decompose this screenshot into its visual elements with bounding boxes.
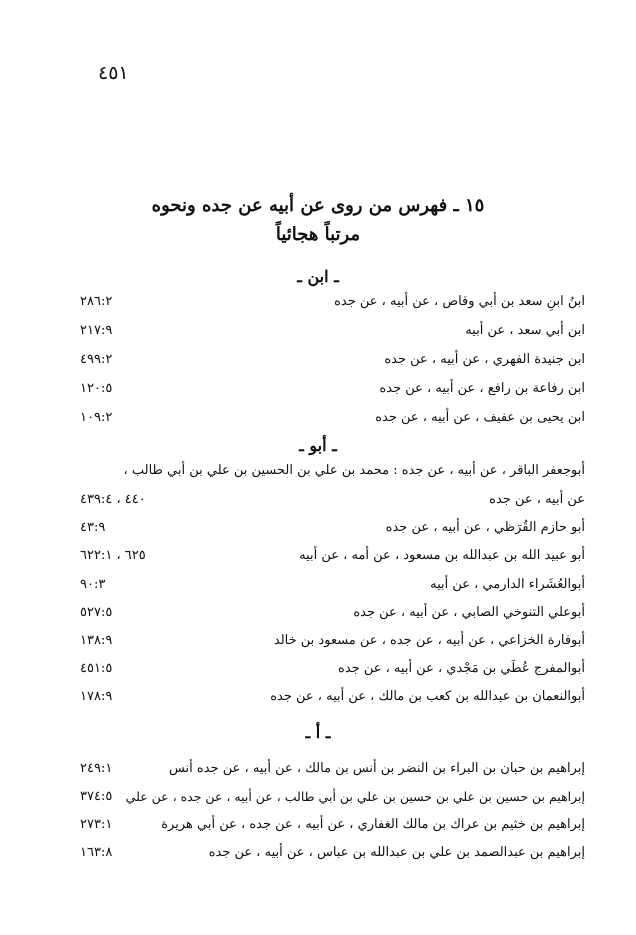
entry-ref: ٢٧٣:١ [80, 817, 113, 832]
entry-ref: ٤٥١:٥ [80, 661, 113, 676]
entry-text: عن أبيه ، عن جده [489, 492, 585, 507]
entry-text: أبو عبيد الله بن عبدالله بن مسعود ، عن أمه ، عن أبيه [299, 548, 585, 563]
index-entry [80, 817, 585, 839]
entry-ref: ١٠٩:٢ [80, 410, 113, 425]
index-entry [80, 323, 585, 345]
index-entry [80, 845, 585, 867]
entry-ref: ١٣٨:٩ [80, 633, 113, 648]
index-entry [80, 410, 585, 432]
entry-text: أبوفارة الخزاعي ، عن أبيه ، عن جده ، عن مسعود بن خالد [273, 633, 585, 648]
entry-text: إبراهيم بن حبان بن البراء بن النضر بن أنس بن مالك ، عن أبيه ، عن جده أنس [168, 761, 585, 776]
entry-ref: ٦٢٥ ، ٦٢٢:١ [80, 548, 146, 563]
index-entry [80, 352, 585, 374]
entry-ref: ٤٣:٩ [80, 520, 106, 535]
entry-ref: ١٧٨:٩ [80, 689, 113, 704]
entry-text: أبوالمفرج عُطَي بن مَجْدي ، عن أبيه ، عن جده [338, 661, 585, 676]
index-entry [80, 789, 585, 811]
entry-text: أبوالنعمان بن عبدالله بن كعب بن مالك ، عن أبيه ، عن جده [270, 689, 585, 704]
entry-ref: ٣٧٤:٥ [80, 789, 113, 804]
entry-text: إبراهيم بن خثيم بن عراك بن مالك الغفاري ، عن أبيه ، عن جده ، عن أبي هريرة [161, 817, 585, 832]
entry-ref: ١٦٣:٨ [80, 845, 113, 860]
entry-ref: ٩٠:٣ [80, 577, 106, 592]
index-subtitle: مرتباً هجائياً [275, 224, 361, 245]
index-entry [80, 605, 585, 627]
index-entry [80, 633, 585, 655]
entry-ref: ٢٨٦:٢ [80, 294, 113, 309]
index-entry [80, 577, 585, 599]
entry-ref: ٥٢٧:٥ [80, 605, 113, 620]
entry-text: أبوالعُشَراء الدارمي ، عن أبيه [430, 577, 585, 592]
entry-text: ابن يحيى بن عفيف ، عن أبيه ، عن جده [375, 410, 585, 425]
index-entry [80, 463, 585, 485]
entry-text: إبراهيم بن حسين بن علي بن حسين بن علي بن أبي طالب ، عن أبيه ، عن جده ، عن علي [125, 789, 585, 804]
entry-text: ابن أبي سعد ، عن أبيه [465, 323, 585, 338]
entry-text: ابن جنيدة الفهري ، عن أبيه ، عن جده [384, 352, 585, 367]
index-entry [80, 520, 585, 542]
index-entry [80, 661, 585, 683]
entry-text: ابنُ ابنِ سعد بن أبي وقاص ، عن أبيه ، عن جده [334, 294, 585, 309]
index-entry [80, 492, 585, 514]
section-heading-ibn: ـ ابن ـ [297, 267, 339, 286]
entry-text: ابن رفاعة بن رافع ، عن أبيه ، عن جده [379, 381, 585, 396]
index-entry [80, 548, 585, 570]
index-entry [80, 761, 585, 783]
entry-text: إبراهيم بن عبدالصمد بن علي بن عبدالله بن عباس ، عن أبيه ، عن جده [208, 845, 585, 860]
entry-text: أبوجعفر الباقر ، عن أبيه ، عن جده : محمد بن علي بن الحسين بن علي بن أبي طالب ، [123, 463, 585, 478]
entry-ref: ٤٩٩:٢ [80, 352, 113, 367]
section-heading-alif: ـ أ ـ [305, 723, 331, 742]
index-title: ١٥ ـ فهرس من روى عن أبيه عن جده ونحوه [151, 195, 485, 216]
entry-ref: ٢١٧:٩ [80, 323, 113, 338]
index-entry [80, 381, 585, 403]
entry-text: أبوعلي التنوخي الصابي ، عن أبيه ، عن جده [353, 605, 585, 620]
index-entry [80, 689, 585, 711]
page-number: ٤٥١ [98, 62, 129, 84]
section-heading-abu: ـ أبو ـ [299, 436, 337, 455]
entry-ref: ٤٤٠ ، ٤٣٩:٤ [80, 492, 146, 507]
index-entry [80, 294, 585, 316]
entry-text: أبو حازم القُرَظي ، عن أبيه ، عن جده [385, 520, 585, 535]
entry-ref: ١٢٠:٥ [80, 381, 113, 396]
entry-ref: ٢٤٩:١ [80, 761, 113, 776]
